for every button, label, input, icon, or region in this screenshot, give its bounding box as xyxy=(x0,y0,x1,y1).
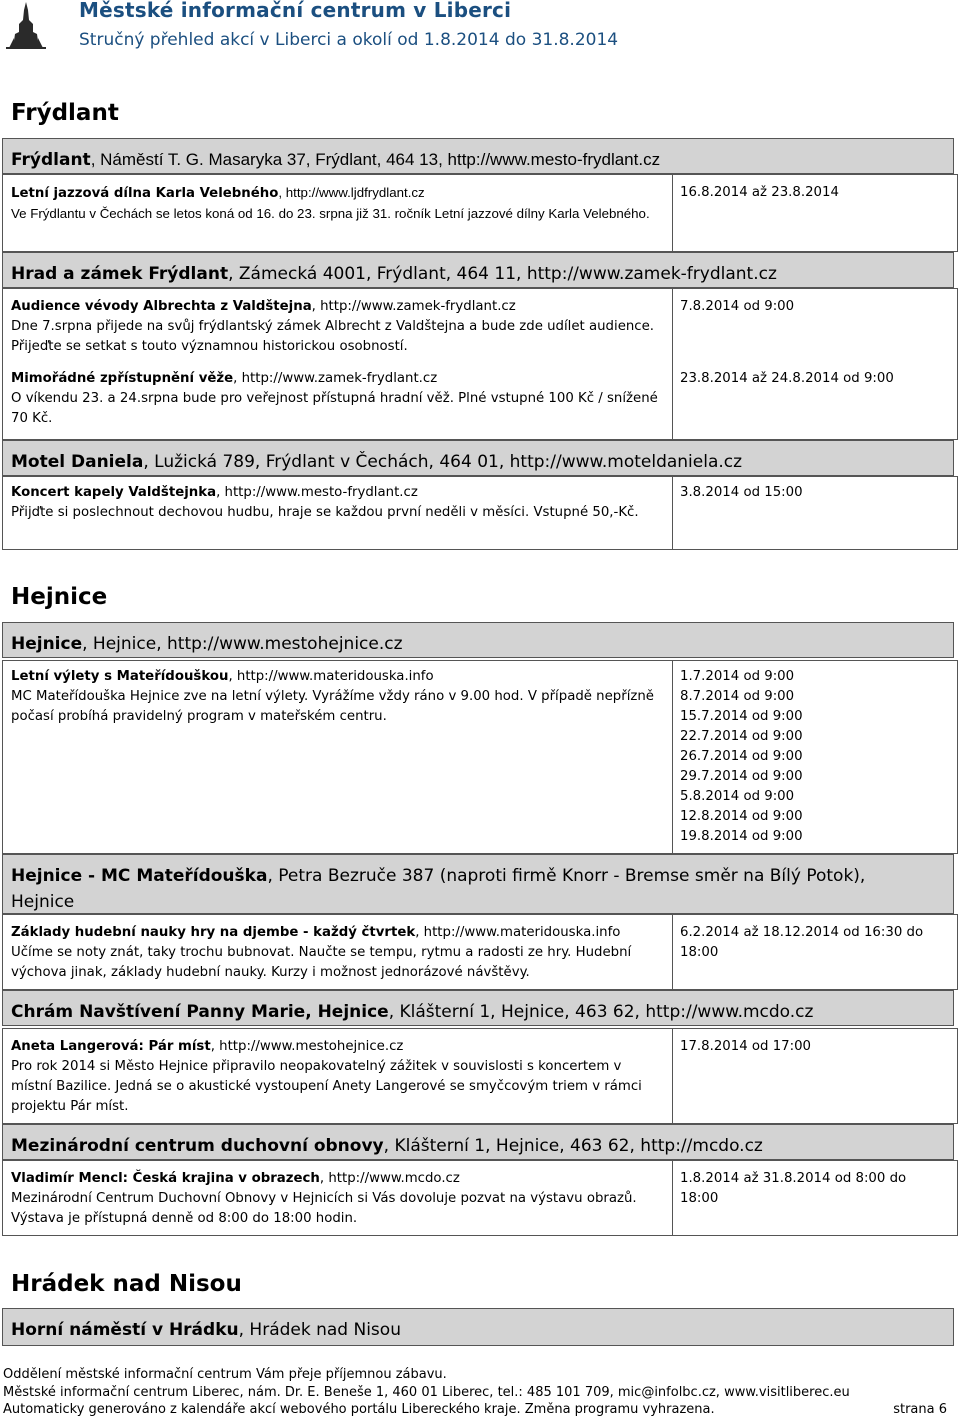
header-subtitle: Stručný přehled akcí v Liberci a okolí od 1.8.2014 do 31.8.2014 xyxy=(79,30,619,50)
event-dates xyxy=(680,1169,948,1209)
event-dates xyxy=(680,183,952,203)
event-row xyxy=(2,476,958,550)
event-row xyxy=(2,1160,958,1236)
event-dates xyxy=(680,1037,952,1057)
event-date: 17.8.2014 od 17:00 xyxy=(680,1039,812,1054)
event-description: MC Mateřídouška Hejnice zve na letní výlety. Vyrážíme vždy ráno v 9.00 hod. V případě nepřízně počasí probíhá pravidelný program v mateřském centru. xyxy=(11,689,654,724)
event-date: 22.7.2014 od 9:00 xyxy=(680,729,803,744)
venue-name: Hrad a zámek Frýdlant xyxy=(11,264,229,284)
event-description: Dne 7.srpna přijede na svůj frýdlantský zámek Albrecht z Valdštejna a bude zde udílet audience. Přijeďte se setkat s touto významnou historickou osobností. xyxy=(11,319,655,354)
event-dates xyxy=(680,923,948,963)
event-dates xyxy=(680,369,952,389)
event-text xyxy=(11,1037,666,1117)
event-description: O víkendu 23. a 24.srpna bude pro veřejnost přístupná hradní věž. Plné vstupné 100 Kč / snížené 70 Kč. xyxy=(11,391,658,426)
venue-name: Motel Daniela xyxy=(11,452,144,472)
venue-header xyxy=(2,1124,954,1160)
event-text xyxy=(11,183,666,225)
venue-address: , Klášterní 1, Hejnice, 463 62, http://www.mcdo.cz xyxy=(388,1002,814,1022)
event-text xyxy=(11,369,666,429)
venue-name: Frýdlant xyxy=(11,150,91,170)
header-title: Městské informační centrum v Liberci xyxy=(79,0,512,22)
venue-address: , Hejnice, http://www.mestohejnice.cz xyxy=(82,634,403,654)
event-row xyxy=(2,1028,958,1124)
event-name: Audience vévody Albrechta z Valdštejna xyxy=(11,299,312,314)
page-footer xyxy=(3,1366,953,1419)
event-date: 26.7.2014 od 9:00 xyxy=(680,749,803,764)
town-heading: Hejnice xyxy=(11,584,108,610)
event-date: 16.8.2014 až 23.8.2014 xyxy=(680,185,839,200)
venue-address: , Zámecká 4001, Frýdlant, 464 11, http://www.zamek-frydlant.cz xyxy=(228,264,777,284)
event-date: 23.8.2014 až 24.8.2014 od 9:00 xyxy=(680,371,894,386)
venue-header xyxy=(2,1308,954,1346)
venue-header xyxy=(2,622,954,658)
venue-address: , Hrádek nad Nisou xyxy=(238,1320,401,1340)
event-text xyxy=(11,667,666,727)
footer-greeting: Oddělení městské informační centrum Vám přeje příjemnou zábavu. xyxy=(3,1367,447,1382)
event-name: Základy hudební nauky hry na djembe - každý čtvrtek xyxy=(11,925,416,940)
event-url[interactable]: , http://www.zamek-frydlant.cz xyxy=(233,371,438,386)
event-name: Vladimír Mencl: Česká krajina v obrazech xyxy=(11,1171,320,1186)
event-dates xyxy=(680,667,952,847)
event-text xyxy=(11,297,666,357)
event-url[interactable]: , http://www.mestohejnice.cz xyxy=(210,1039,404,1054)
event-date: 12.8.2014 od 9:00 xyxy=(680,809,803,824)
event-row xyxy=(2,914,958,990)
event-name: Mimořádné zpřístupnění věže xyxy=(11,371,234,386)
venue-name: Chrám Navštívení Panny Marie, Hejnice xyxy=(11,1002,389,1022)
venue-header xyxy=(2,440,954,476)
venue-header xyxy=(2,252,954,288)
event-row xyxy=(2,174,958,252)
event-url[interactable]: , http://www.materidouska.info xyxy=(228,669,434,684)
event-description: Ve Frýdlantu v Čechách se letos koná od 16. do 23. srpna již 31. ročník Letní jazzové dílny Karla Velebného. xyxy=(11,206,650,221)
venue-name: Hejnice - MC Mateřídouška xyxy=(11,866,268,886)
venue-header xyxy=(2,990,954,1026)
liberec-town-hall-logo xyxy=(6,2,46,50)
town-heading: Hrádek nad Nisou xyxy=(11,1271,242,1297)
event-date: 19.8.2014 od 9:00 xyxy=(680,829,803,844)
event-date: 7.8.2014 od 9:00 xyxy=(680,299,795,314)
event-url[interactable]: , http://www.mesto-frydlant.cz xyxy=(216,485,418,500)
venue-address: , Náměstí T. G. Masaryka 37, Frýdlant, 464 13, http://www.mesto-frydlant.cz xyxy=(90,150,661,169)
event-date: 15.7.2014 od 9:00 xyxy=(680,709,803,724)
event-date: 1.7.2014 od 9:00 xyxy=(680,669,795,684)
event-url[interactable]: , http://www.mcdo.cz xyxy=(319,1171,460,1186)
event-description: Přijďte si poslechnout dechovou hudbu, hraje se každou první neděli v měsíci. Vstupné 50,-Kč. xyxy=(11,505,639,520)
venue-name: Hejnice xyxy=(11,634,83,654)
event-text xyxy=(11,1169,666,1229)
venue-address: , Lužická 789, Frýdlant v Čechách, 464 01, http://www.moteldaniela.cz xyxy=(143,452,743,472)
event-description: Mezinárodní Centrum Duchovní Obnovy v Hejnicích si Vás dovoluje pozvat na výstavu obrazů. Výstava je přístupná denně od 8:00 do 18:00 hodin. xyxy=(11,1191,637,1226)
venue-header xyxy=(2,854,954,914)
event-text xyxy=(11,923,666,983)
event-row xyxy=(2,660,958,854)
footer-disclaimer: Automaticky generováno z kalendáře akcí webového portálu Libereckého kraje. Změna programu vyhrazena. xyxy=(3,1402,715,1417)
event-date: 3.8.2014 od 15:00 xyxy=(680,485,803,500)
event-text xyxy=(11,483,666,523)
venue-address: , Petra Bezruče 387 (naproti firmě Knorr - Bremse směr na Bílý Potok), Hejnice xyxy=(11,866,866,912)
venue-name: Horní náměstí v Hrádku xyxy=(11,1320,239,1340)
event-name: Koncert kapely Valdštejnka xyxy=(11,485,217,500)
venue-header xyxy=(2,138,954,174)
event-url[interactable]: , http://www.materidouska.info xyxy=(415,925,621,940)
event-url[interactable]: , http://www.ljdfrydlant.cz xyxy=(278,185,425,200)
event-date: 5.8.2014 od 9:00 xyxy=(680,789,795,804)
event-description: Učíme se noty znát, taky trochu bubnovat. Naučte se tempu, rytmu a radosti ze hry. Hudební výchova jinak, základy hudební nauky. Kurzy i možnost jednorázové návštěvy. xyxy=(11,945,632,980)
page-number: strana 6 xyxy=(893,1402,947,1417)
venue-address: , Klášterní 1, Hejnice, 463 62, http://mcdo.cz xyxy=(383,1136,763,1156)
event-name: Letní jazzová dílna Karla Velebného xyxy=(11,186,279,201)
event-dates xyxy=(680,483,952,503)
venue-name: Mezinárodní centrum duchovní obnovy xyxy=(11,1136,384,1156)
event-dates xyxy=(680,297,952,317)
town-heading: Frýdlant xyxy=(11,100,119,126)
page-header xyxy=(0,0,960,60)
event-date: 8.7.2014 od 9:00 xyxy=(680,689,795,704)
event-date: 1.8.2014 až 31.8.2014 od 8:00 do 18:00 xyxy=(680,1171,907,1206)
footer-contact: Městské informační centrum Liberec, nám. Dr. E. Beneše 1, 460 01 Liberec, tel.: 485 101 709, mic@infolbc.cz, www.visitliberec.eu xyxy=(3,1384,850,1400)
event-date: 29.7.2014 od 9:00 xyxy=(680,769,803,784)
event-date: 6.2.2014 až 18.12.2014 od 16:30 do 18:00 xyxy=(680,925,924,960)
event-row xyxy=(2,288,958,440)
event-url[interactable]: , http://www.zamek-frydlant.cz xyxy=(311,299,516,314)
event-description: Pro rok 2014 si Město Hejnice připravilo neopakovatelný zážitek v souvislosti s koncertem v místní Bazilice. Jedná se o akustické vystoupení Anety Langerové se smyčcovým triem v rámci projektu Pár míst. xyxy=(11,1059,642,1114)
event-name: Letní výlety s Mateřídouškou xyxy=(11,669,229,684)
event-name: Aneta Langerová: Pár míst xyxy=(11,1039,211,1054)
